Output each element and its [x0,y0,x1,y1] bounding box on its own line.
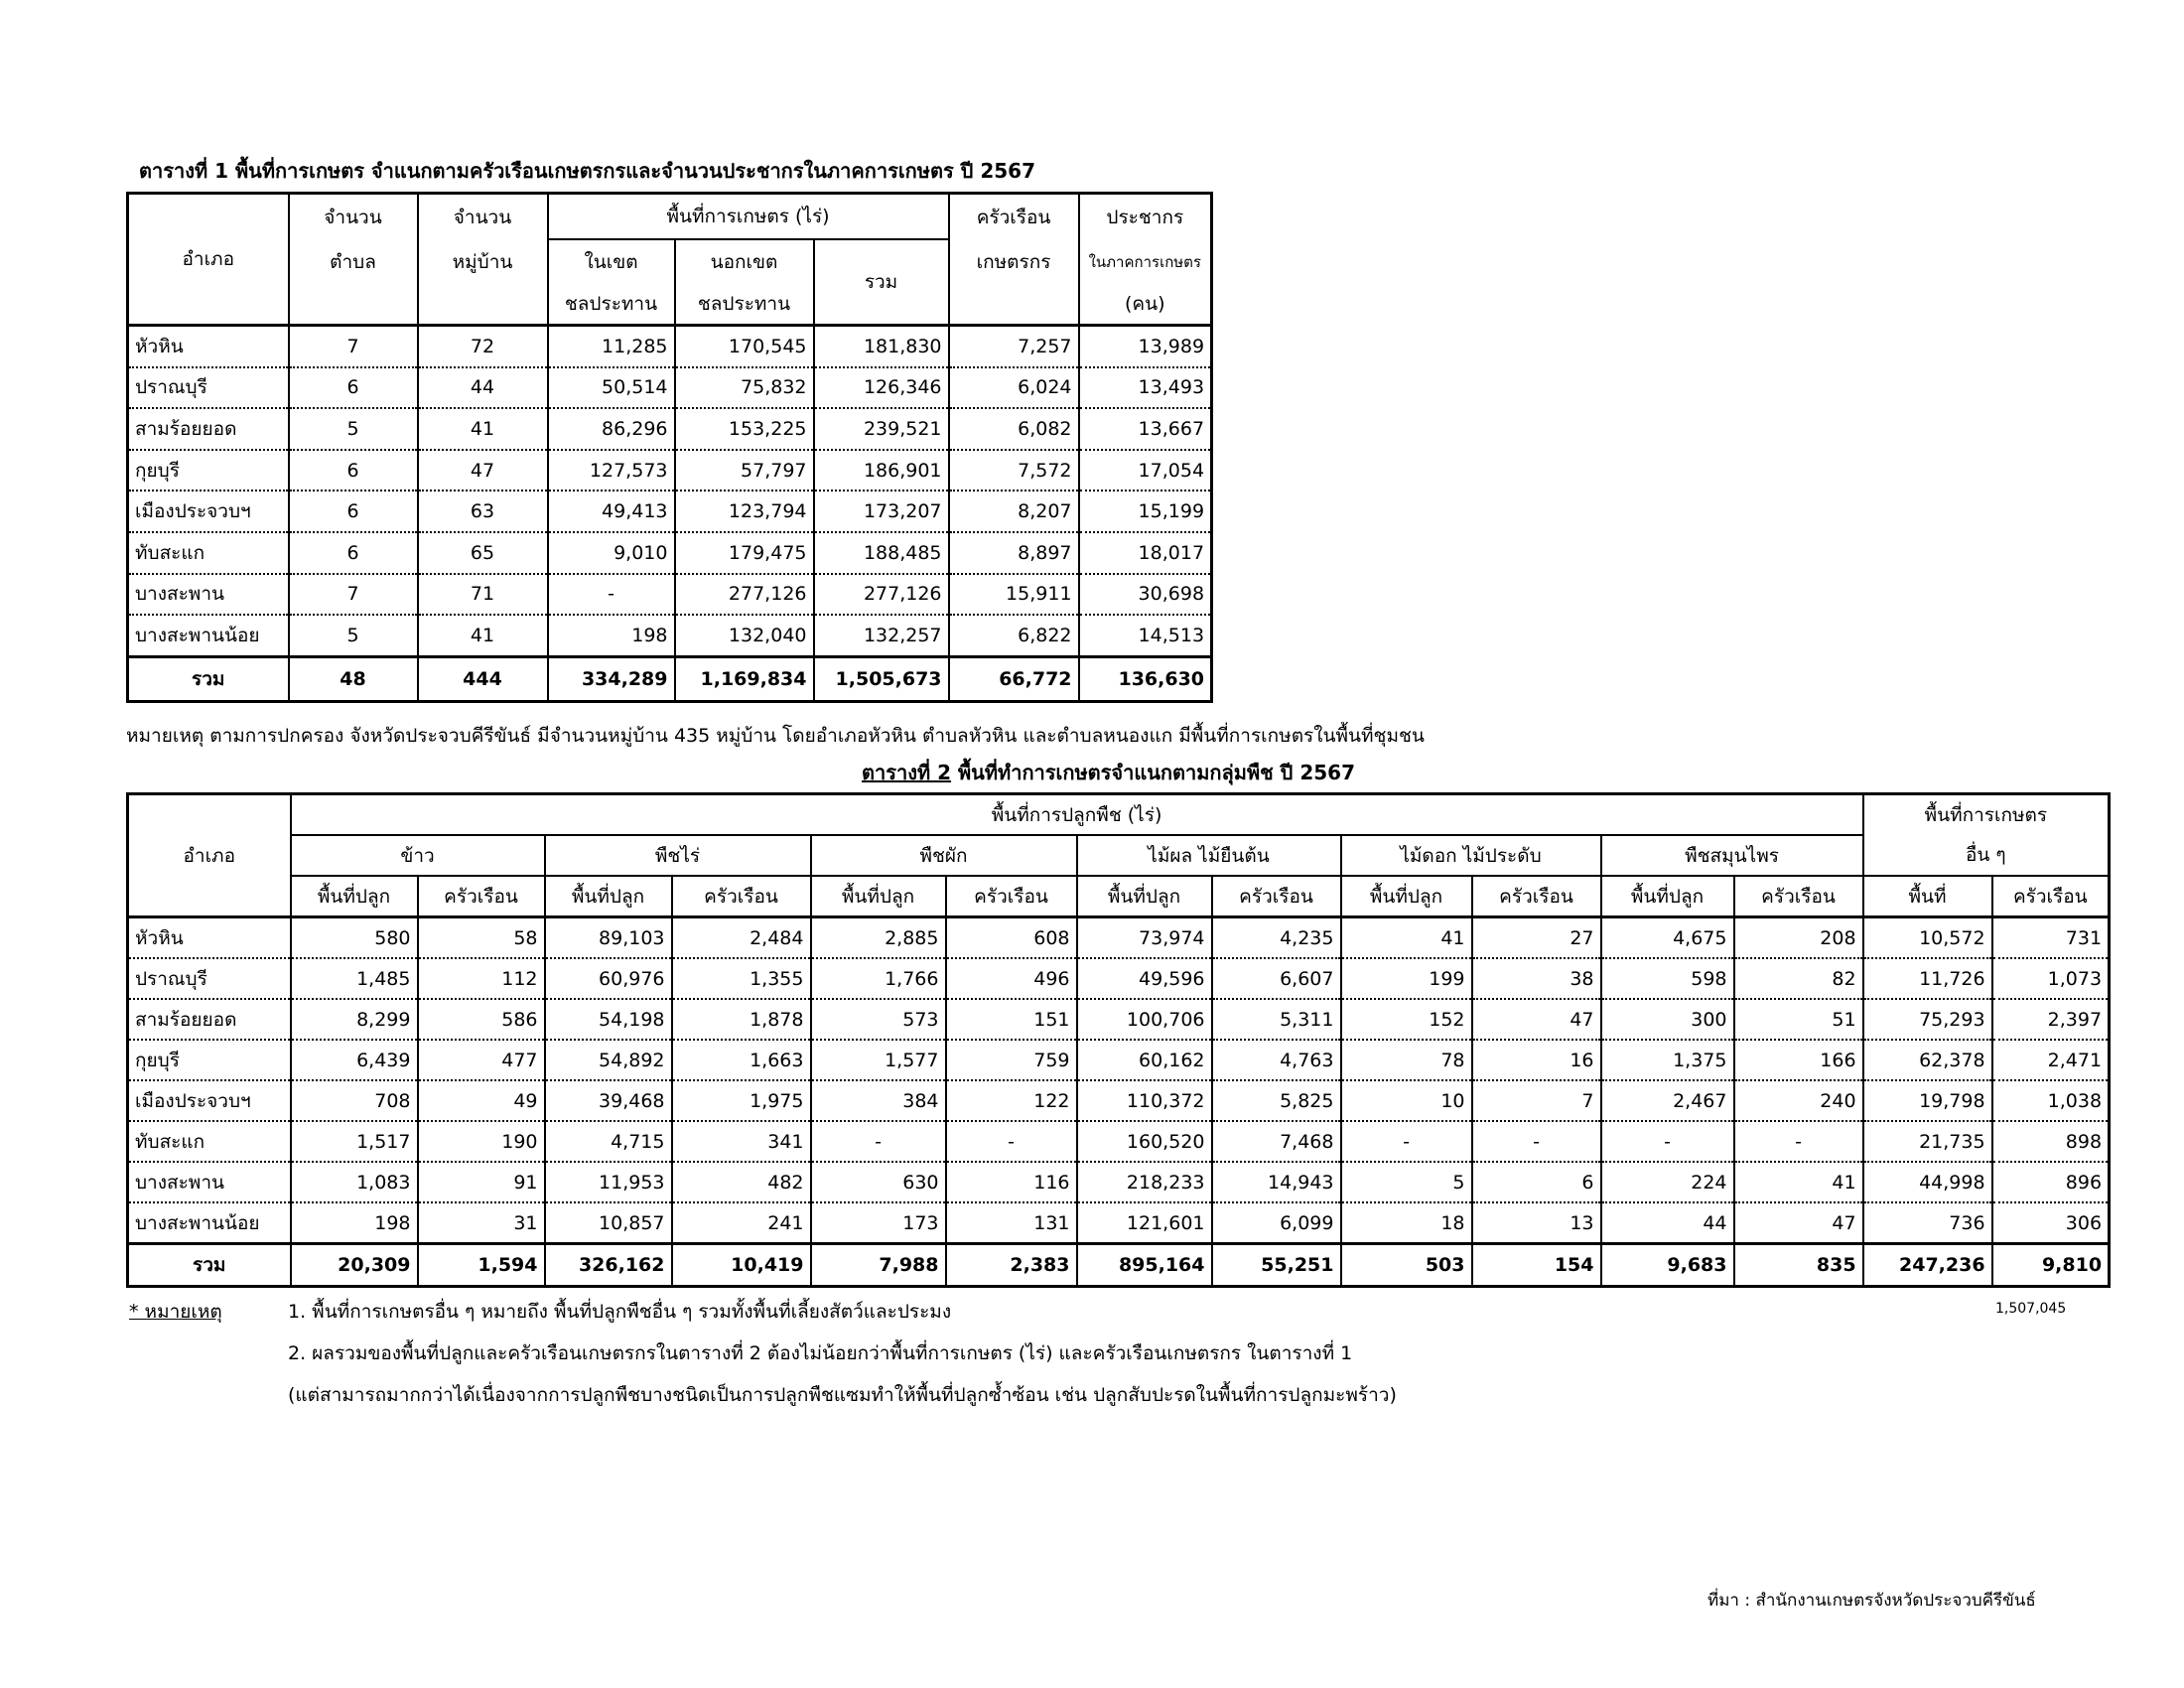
value-cell: 5 [1341,1162,1472,1202]
value-cell: 896 [1992,1162,2110,1202]
t2-group-flowers: ไม้ดอก ไม้ประดับ [1341,835,1601,876]
value-cell: 482 [672,1162,811,1202]
t2-subheader-household: ครัวเรือน [946,876,1077,917]
value-cell: 1,375 [1601,1040,1734,1080]
t2-group-vegetables: พืชผัก [811,835,1077,876]
table-row: ทับสะแก 6 65 9,010 179,475 188,485 8,897 18,017 [128,532,1212,574]
value-cell: 8,299 [291,999,418,1040]
value-cell: 173 [811,1202,946,1244]
value-cell: 122 [946,1080,1077,1121]
value-cell: 1,038 [1992,1080,2110,1121]
value-cell: 10,857 [545,1202,672,1244]
value-cell: 19,798 [1863,1080,1992,1121]
value-cell: 2,484 [672,917,811,959]
value-cell: 112 [418,958,545,999]
district-cell: บางสะพาน [128,1162,291,1202]
value-cell: 736 [1863,1202,1992,1244]
value-cell: 300 [1601,999,1734,1040]
district-cell: หัวหิน [128,917,291,959]
value-cell: 27 [1472,917,1601,959]
value-cell: 496 [946,958,1077,999]
value-cell: 49,596 [1077,958,1212,999]
value-cell: - [1734,1121,1863,1162]
value-cell: 895,164 [1077,1244,1212,1287]
value-cell: 54,198 [545,999,672,1040]
value-cell: 240 [1734,1080,1863,1121]
value-cell: 62,378 [1863,1040,1992,1080]
value-cell: 4,235 [1212,917,1341,959]
notes-label: * หมายเหตุ [129,1301,222,1323]
value-cell: - [1601,1121,1734,1162]
value-cell: - [946,1121,1077,1162]
t2-subheader-area: พื้นที่ปลูก [1077,876,1212,917]
t2-subheader-area: พื้นที่ปลูก [1601,876,1734,917]
value-cell: 160,520 [1077,1121,1212,1162]
value-cell: 477 [418,1040,545,1080]
t2-subheader-household: ครัวเรือน [1212,876,1341,917]
table-total-row: รวม 48 444 334,289 1,169,834 1,505,673 66,772 136,630 [128,656,1212,701]
value-cell: 75,293 [1863,999,1992,1040]
value-cell: 78 [1341,1040,1472,1080]
value-cell: 759 [946,1040,1077,1080]
notes-line-1: 1. พื้นที่การเกษตรอื่น ๆ หมายถึง พื้นที่ปลูกพืชอื่น ๆ รวมทั้งพื้นที่เลี้ยงสัตว์และประมง [288,1301,952,1323]
table-total-row [128,1244,2110,1287]
value-cell: 82 [1734,958,1863,999]
value-cell: 1,766 [811,958,946,999]
t1-header-pop-1: ประชากร [1079,194,1212,240]
value-cell: 218,233 [1077,1162,1212,1202]
value-cell: 18 [1341,1202,1472,1244]
value-cell: 1,355 [672,958,811,999]
district-cell: เมืองประจวบฯ [128,1080,291,1121]
value-cell: 208 [1734,917,1863,959]
t1-header-tambon-2: ตำบล [289,239,418,284]
t2-header-other-1: พื้นที่การเกษตร [1863,794,2110,836]
table-row: บางสะพาน 7 71 - 277,126 277,126 15,911 30,698 [128,574,1212,616]
table-row [128,1162,2110,1202]
value-cell: 1,517 [291,1121,418,1162]
value-cell: 58 [418,917,545,959]
value-cell: 20,309 [291,1244,418,1287]
value-cell: 16 [1472,1040,1601,1080]
value-cell: 51 [1734,999,1863,1040]
district-cell: รวม [128,1244,291,1287]
t1-header-district: อำเภอ [128,194,289,326]
value-cell: 38 [1472,958,1601,999]
t1-header-in-1: ในเขต [548,239,675,284]
value-cell: 55,251 [1212,1244,1341,1287]
value-cell: 608 [946,917,1077,959]
value-cell: 835 [1734,1244,1863,1287]
value-cell: 1,577 [811,1040,946,1080]
value-cell: 100,706 [1077,999,1212,1040]
table1-title: ตารางที่ 1 พื้นที่การเกษตร จำแนกตามครัวเรือนเกษตรกรและจำนวนประชากรในภาคการเกษตร ปี 2567 [139,159,1035,183]
value-cell: 4,763 [1212,1040,1341,1080]
value-cell: 47 [1734,1202,1863,1244]
value-cell: 190 [418,1121,545,1162]
value-cell: 131 [946,1202,1077,1244]
extra-total-value: 1,507,045 [1995,1301,2067,1317]
value-cell: 60,976 [545,958,672,999]
value-cell: 247,236 [1863,1244,1992,1287]
t1-header-village-1: จำนวน [418,194,548,240]
t1-header-total: รวม [814,239,949,326]
t1-header-hh-1: ครัวเรือน [949,194,1079,240]
t1-header-pop-3: (คน) [1079,284,1212,326]
t2-group-rice: ข้าว [291,835,545,876]
value-cell: 73,974 [1077,917,1212,959]
notes-line-3: (แต่สามารถมากกว่าได้เนื่องจากการปลูกพืชบางชนิดเป็นการปลูกพืชแซมทำให้พื้นที่ปลูกซ้ำซ้อน เช่น ปลูกสับปะรดในพื้นที่การปลูกมะพร้าว) [288,1384,1397,1406]
value-cell: 580 [291,917,418,959]
value-cell: 1,975 [672,1080,811,1121]
value-cell: 573 [811,999,946,1040]
t2-subheader-area: พื้นที่ปลูก [1341,876,1472,917]
value-cell: 1,594 [418,1244,545,1287]
value-cell: 6,099 [1212,1202,1341,1244]
value-cell: 326,162 [545,1244,672,1287]
value-cell: 39,468 [545,1080,672,1121]
value-cell: 2,383 [946,1244,1077,1287]
value-cell: 6,607 [1212,958,1341,999]
value-cell: 2,885 [811,917,946,959]
table2 [126,792,2111,1288]
value-cell: 9,810 [1992,1244,2110,1287]
table-row [128,1040,2110,1080]
t2-subheader-household: ครัวเรือน [672,876,811,917]
value-cell: 2,397 [1992,999,2110,1040]
table2-title [862,757,1355,788]
value-cell: 10,572 [1863,917,1992,959]
value-cell: 5,825 [1212,1080,1341,1121]
value-cell: 166 [1734,1040,1863,1080]
source-note: ที่มา : สำนักงานเกษตรจังหวัดประจวบคีรีขันธ์ [1707,1591,2036,1611]
t2-group-fruit-trees: ไม้ผล ไม้ยืนต้น [1077,835,1341,876]
district-cell: กุยบุรี [128,1040,291,1080]
t2-subheader-other-area: พื้นที่ [1863,876,1992,917]
value-cell: 1,485 [291,958,418,999]
value-cell: 116 [946,1162,1077,1202]
t2-subheader-area: พื้นที่ปลูก [811,876,946,917]
value-cell: 708 [291,1080,418,1121]
value-cell: 1,083 [291,1162,418,1202]
table-row: กุยบุรี 6 47 127,573 57,797 186,901 7,572 17,054 [128,450,1212,492]
value-cell: - [1341,1121,1472,1162]
value-cell: 89,103 [545,917,672,959]
t1-header-hh-2: เกษตรกร [949,239,1079,284]
value-cell: 4,715 [545,1121,672,1162]
value-cell: 6,439 [291,1040,418,1080]
district-cell: สามร้อยยอด [128,999,291,1040]
value-cell: 44 [1601,1202,1734,1244]
value-cell: 47 [1472,999,1601,1040]
value-cell: 14,943 [1212,1162,1341,1202]
t2-header-plant-group: พื้นที่การปลูกพืช (ไร่) [291,794,1863,836]
value-cell: 1,663 [672,1040,811,1080]
table-row: เมืองประจวบฯ 6 63 49,413 123,794 173,207 8,207 15,199 [128,491,1212,532]
value-cell: 598 [1601,958,1734,999]
t1-header-village-2: หมู่บ้าน [418,239,548,284]
table-row [128,917,2110,959]
value-cell: 152 [1341,999,1472,1040]
value-cell: 110,372 [1077,1080,1212,1121]
value-cell: 13 [1472,1202,1601,1244]
t1-header-tambon-1: จำนวน [289,194,418,240]
value-cell: 384 [811,1080,946,1121]
t1-header-in-2: ชลประทาน [548,284,675,326]
t1-header-out-2: ชลประทาน [675,284,814,326]
value-cell: 21,735 [1863,1121,1992,1162]
table1 [126,192,1213,703]
table-row [128,1121,2110,1162]
table-row [128,1202,2110,1244]
value-cell: 306 [1992,1202,2110,1244]
district-cell: ทับสะแก [128,1121,291,1162]
value-cell: 198 [291,1202,418,1244]
value-cell: 60,162 [1077,1040,1212,1080]
value-cell: 7,988 [811,1244,946,1287]
value-cell: 898 [1992,1121,2110,1162]
table2-title-label: ตารางที่ 2 [862,761,952,784]
t1-header-pop-2: ในภาคการเกษตร [1079,239,1212,284]
table1-note: หมายเหตุ ตามการปกครอง จังหวัดประจวบคีรีขันธ์ มีจำนวนหมู่บ้าน 435 หมู่บ้าน โดยอำเภอหัวหิน ตำบลหัวหิน และตำบลหนองแก มีพื้นที่การเกษตรในพื้นที่ชุมชน [126,725,1425,747]
t2-subheader-household: ครัวเรือน [1734,876,1863,917]
value-cell: 224 [1601,1162,1734,1202]
value-cell: 54,892 [545,1040,672,1080]
value-cell: 151 [946,999,1077,1040]
value-cell: 2,471 [1992,1040,2110,1080]
value-cell: 4,675 [1601,917,1734,959]
value-cell: 41 [1341,917,1472,959]
value-cell: 9,683 [1601,1244,1734,1287]
value-cell: 91 [418,1162,545,1202]
t1-header-out-1: นอกเขต [675,239,814,284]
value-cell: 11,953 [545,1162,672,1202]
value-cell: 503 [1341,1244,1472,1287]
value-cell: 7 [1472,1080,1601,1121]
value-cell: 10,419 [672,1244,811,1287]
value-cell: 586 [418,999,545,1040]
value-cell: - [1472,1121,1601,1162]
value-cell: 5,311 [1212,999,1341,1040]
t2-subheader-area: พื้นที่ปลูก [291,876,418,917]
value-cell: 11,726 [1863,958,1992,999]
district-cell: บางสะพานน้อย [128,1202,291,1244]
value-cell: 10 [1341,1080,1472,1121]
value-cell: 1,878 [672,999,811,1040]
value-cell: 2,467 [1601,1080,1734,1121]
value-cell: 341 [672,1121,811,1162]
t2-group-herbs: พืชสมุนไพร [1601,835,1863,876]
value-cell: 6 [1472,1162,1601,1202]
table-row: ปราณบุรี 6 44 50,514 75,832 126,346 6,024 13,493 [128,367,1212,409]
table-row [128,1080,2110,1121]
t2-subheader-other-household: ครัวเรือน [1992,876,2110,917]
value-cell: 44,998 [1863,1162,1992,1202]
t2-header-other-2: อื่น ๆ [1863,835,2110,876]
table-row [128,958,2110,999]
value-cell: 154 [1472,1244,1601,1287]
table-row [128,999,2110,1040]
value-cell: 199 [1341,958,1472,999]
value-cell: 31 [418,1202,545,1244]
value-cell: 49 [418,1080,545,1121]
notes-line-2: 2. ผลรวมของพื้นที่ปลูกและครัวเรือนเกษตรกรในตารางที่ 2 ต้องไม่น้อยกว่าพื้นที่การเกษตร (ไร่) และครัวเรือนเกษตรกร ในตารางที่ 1 [288,1342,1353,1364]
t2-subheader-household: ครัวเรือน [1472,876,1601,917]
district-cell: ปราณบุรี [128,958,291,999]
t2-group-field-crops: พืชไร่ [545,835,811,876]
table-row: บางสะพานน้อย 5 41 198 132,040 132,257 6,822 14,513 [128,615,1212,656]
table2-title-text: พื้นที่ทำการเกษตรจำแนกตามกลุ่มพืช ปี 2567 [951,761,1356,784]
value-cell: 121,601 [1077,1202,1212,1244]
value-cell: 41 [1734,1162,1863,1202]
table-row: หัวหิน 7 72 11,285 170,545 181,830 7,257 13,989 [128,326,1212,367]
value-cell: 630 [811,1162,946,1202]
value-cell: 731 [1992,917,2110,959]
t2-subheader-area: พื้นที่ปลูก [545,876,672,917]
value-cell: 1,073 [1992,958,2110,999]
value-cell: 241 [672,1202,811,1244]
t2-subheader-household: ครัวเรือน [418,876,545,917]
value-cell: - [811,1121,946,1162]
value-cell: 7,468 [1212,1121,1341,1162]
table-row: สามร้อยยอด 5 41 86,296 153,225 239,521 6,082 13,667 [128,408,1212,450]
t1-header-area-group: พื้นที่การเกษตร (ไร่) [548,194,949,240]
t2-header-district: อำเภอ [128,794,291,917]
